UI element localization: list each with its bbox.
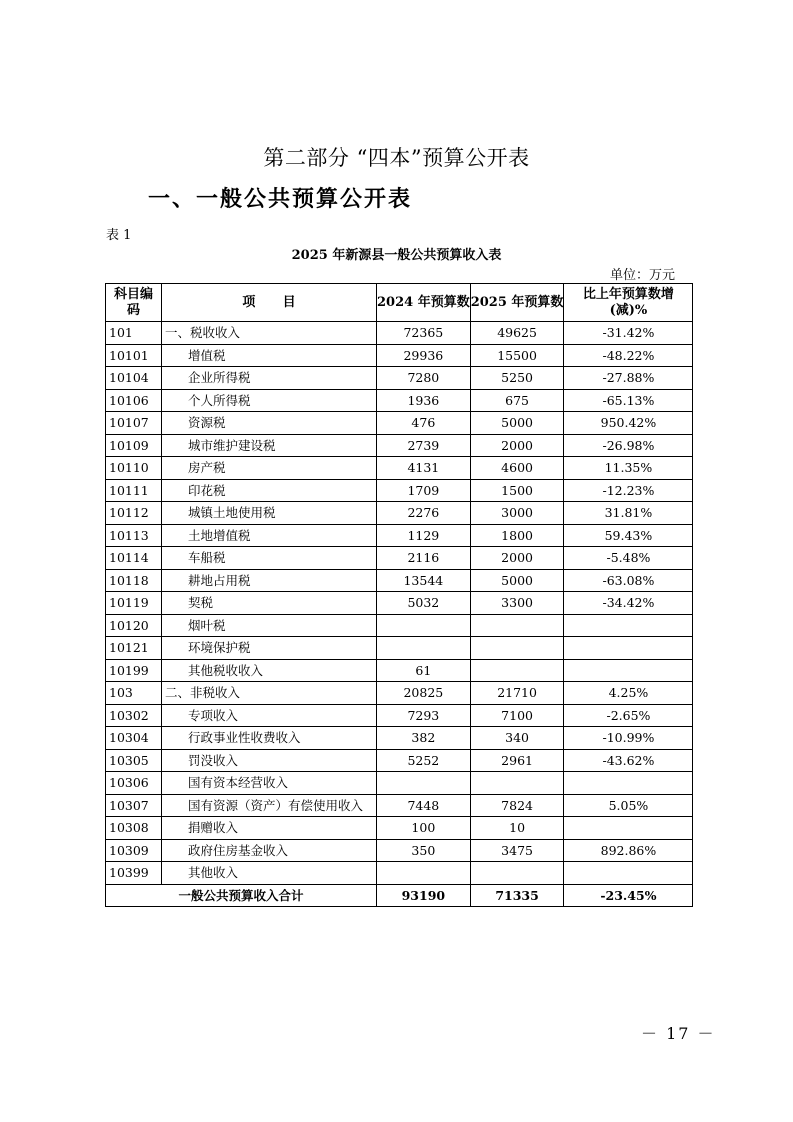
row-change (564, 637, 693, 660)
row-code: 10305 (106, 749, 162, 772)
row-change (564, 772, 693, 795)
header-name: 项 目 (162, 284, 377, 322)
row-budget-2025: 675 (470, 389, 564, 412)
row-name: 烟叶税 (162, 614, 377, 637)
row-name: 专项收入 (162, 704, 377, 727)
table-row (106, 524, 693, 547)
row-change: -12.23% (564, 479, 693, 502)
row-budget-2025: 3300 (470, 592, 564, 615)
row-code: 10306 (106, 772, 162, 795)
row-change: -43.62% (564, 749, 693, 772)
row-budget-2024 (377, 637, 471, 660)
table-row (106, 322, 693, 345)
row-budget-2024: 5252 (377, 749, 471, 772)
row-name: 其他收入 (162, 862, 377, 885)
row-change: -48.22% (564, 344, 693, 367)
table-row (106, 772, 693, 795)
table-title: 2025 年新源县一般公共预算收入表 (291, 248, 502, 263)
row-name: 印花税 (162, 479, 377, 502)
row-budget-2024: 350 (377, 839, 471, 862)
row-code: 10111 (106, 479, 162, 502)
row-budget-2024: 382 (377, 727, 471, 750)
row-budget-2025: 1500 (470, 479, 564, 502)
row-budget-2025: 1800 (470, 524, 564, 547)
row-name: 房产税 (162, 457, 377, 480)
row-name: 城镇土地使用税 (162, 502, 377, 525)
row-change: 31.81% (564, 502, 693, 525)
page-number: － 17 － (641, 1024, 716, 1043)
row-code: 10121 (106, 637, 162, 660)
row-change: 11.35% (564, 457, 693, 480)
row-name: 国有资源（资产）有偿使用收入 (162, 794, 377, 817)
header-change: 比上年预算数增(减)% (564, 284, 693, 322)
row-change: -10.99% (564, 727, 693, 750)
table-row (106, 367, 693, 390)
table-row (106, 389, 693, 412)
row-budget-2024: 2116 (377, 547, 471, 570)
row-budget-2024: 476 (377, 412, 471, 435)
row-name: 二、非税收入 (162, 682, 377, 705)
row-budget-2024: 13544 (377, 569, 471, 592)
row-code: 10199 (106, 659, 162, 682)
row-name: 资源税 (162, 412, 377, 435)
row-budget-2025 (470, 772, 564, 795)
row-budget-2024: 5032 (377, 592, 471, 615)
row-code: 10110 (106, 457, 162, 480)
row-budget-2025 (470, 637, 564, 660)
row-change: -26.98% (564, 434, 693, 457)
row-budget-2025 (470, 614, 564, 637)
row-code: 10112 (106, 502, 162, 525)
row-name: 国有资本经营收入 (162, 772, 377, 795)
row-code: 10101 (106, 344, 162, 367)
row-code: 103 (106, 682, 162, 705)
row-change (564, 614, 693, 637)
row-name: 政府住房基金收入 (162, 839, 377, 862)
table-body (106, 322, 693, 885)
row-name: 契税 (162, 592, 377, 615)
table-row (106, 457, 693, 480)
row-budget-2024: 20825 (377, 682, 471, 705)
row-change (564, 659, 693, 682)
table-row (106, 412, 693, 435)
header-code: 科目编码 (106, 284, 162, 322)
row-code: 10113 (106, 524, 162, 547)
table-row (106, 569, 693, 592)
row-budget-2025: 49625 (470, 322, 564, 345)
row-budget-2024: 7448 (377, 794, 471, 817)
row-name: 耕地占用税 (162, 569, 377, 592)
row-name: 企业所得税 (162, 367, 377, 390)
row-change (564, 817, 693, 840)
row-budget-2025: 340 (470, 727, 564, 750)
row-name: 个人所得税 (162, 389, 377, 412)
row-code: 10399 (106, 862, 162, 885)
row-name: 行政事业性收费收入 (162, 727, 377, 750)
table-row (106, 479, 693, 502)
total-budget-2025: 71335 (470, 884, 564, 907)
part-title: 第二部分 “四本”预算公开表 (263, 146, 530, 170)
total-change: -23.45% (564, 884, 693, 907)
row-budget-2025 (470, 862, 564, 885)
row-budget-2025: 3000 (470, 502, 564, 525)
header-budget-2024: 2024 年预算数 (377, 284, 471, 322)
row-code: 10302 (106, 704, 162, 727)
table-number: 表 1 (106, 228, 132, 243)
row-budget-2024: 61 (377, 659, 471, 682)
table-row (106, 659, 693, 682)
row-budget-2024 (377, 614, 471, 637)
row-budget-2025: 7824 (470, 794, 564, 817)
row-budget-2025: 15500 (470, 344, 564, 367)
row-code: 10104 (106, 367, 162, 390)
row-budget-2024: 4131 (377, 457, 471, 480)
row-change: -34.42% (564, 592, 693, 615)
row-code: 10120 (106, 614, 162, 637)
row-code: 10307 (106, 794, 162, 817)
row-name: 一、税收收入 (162, 322, 377, 345)
table-header-row (106, 284, 693, 322)
table-row (106, 839, 693, 862)
row-budget-2025: 10 (470, 817, 564, 840)
row-name: 捐赠收入 (162, 817, 377, 840)
table-row (106, 502, 693, 525)
row-change: -63.08% (564, 569, 693, 592)
header-budget-2025: 2025 年预算数 (470, 284, 564, 322)
row-change: -5.48% (564, 547, 693, 570)
row-name: 增值税 (162, 344, 377, 367)
row-budget-2024: 100 (377, 817, 471, 840)
row-change: 5.05% (564, 794, 693, 817)
row-budget-2024: 1936 (377, 389, 471, 412)
table-row (106, 749, 693, 772)
table-row (106, 614, 693, 637)
table-row (106, 704, 693, 727)
row-code: 10308 (106, 817, 162, 840)
row-name: 土地增值税 (162, 524, 377, 547)
row-name: 城市维护建设税 (162, 434, 377, 457)
row-budget-2024: 1709 (377, 479, 471, 502)
row-change: 59.43% (564, 524, 693, 547)
row-budget-2025: 2961 (470, 749, 564, 772)
row-budget-2024: 2739 (377, 434, 471, 457)
table-row (106, 727, 693, 750)
row-code: 10109 (106, 434, 162, 457)
row-code: 10106 (106, 389, 162, 412)
row-budget-2025 (470, 659, 564, 682)
row-budget-2024: 7280 (377, 367, 471, 390)
row-name: 车船税 (162, 547, 377, 570)
row-budget-2025: 3475 (470, 839, 564, 862)
revenue-table (105, 283, 693, 907)
row-code: 10119 (106, 592, 162, 615)
row-budget-2025: 5250 (470, 367, 564, 390)
table-row (106, 434, 693, 457)
table-row (106, 817, 693, 840)
row-change: -2.65% (564, 704, 693, 727)
row-budget-2025: 5000 (470, 412, 564, 435)
row-budget-2025: 5000 (470, 569, 564, 592)
row-name: 其他税收收入 (162, 659, 377, 682)
row-change: -31.42% (564, 322, 693, 345)
section-title: 一、一般公共预算公开表 (148, 186, 413, 212)
total-row (106, 884, 693, 907)
row-budget-2024: 29936 (377, 344, 471, 367)
row-budget-2025: 2000 (470, 434, 564, 457)
row-code: 10107 (106, 412, 162, 435)
row-budget-2024: 72365 (377, 322, 471, 345)
row-budget-2024 (377, 772, 471, 795)
unit-label: 单位：万元 (610, 268, 676, 283)
table-row (106, 344, 693, 367)
row-code: 10309 (106, 839, 162, 862)
row-change: -27.88% (564, 367, 693, 390)
row-budget-2024 (377, 862, 471, 885)
row-budget-2025: 21710 (470, 682, 564, 705)
row-budget-2024: 1129 (377, 524, 471, 547)
table-row (106, 637, 693, 660)
table-row (106, 862, 693, 885)
row-change: 950.42% (564, 412, 693, 435)
row-budget-2024: 7293 (377, 704, 471, 727)
row-name: 罚没收入 (162, 749, 377, 772)
row-change: 4.25% (564, 682, 693, 705)
row-code: 101 (106, 322, 162, 345)
table-row (106, 794, 693, 817)
row-change (564, 862, 693, 885)
row-change: 892.86% (564, 839, 693, 862)
row-code: 10114 (106, 547, 162, 570)
table-row (106, 547, 693, 570)
row-budget-2024: 2276 (377, 502, 471, 525)
row-budget-2025: 4600 (470, 457, 564, 480)
row-code: 10304 (106, 727, 162, 750)
row-budget-2025: 7100 (470, 704, 564, 727)
total-budget-2024: 93190 (377, 884, 471, 907)
row-budget-2025: 2000 (470, 547, 564, 570)
row-code: 10118 (106, 569, 162, 592)
total-label: 一般公共预算收入合计 (106, 884, 377, 907)
row-name: 环境保护税 (162, 637, 377, 660)
row-change: -65.13% (564, 389, 693, 412)
table-row (106, 682, 693, 705)
table-row (106, 592, 693, 615)
